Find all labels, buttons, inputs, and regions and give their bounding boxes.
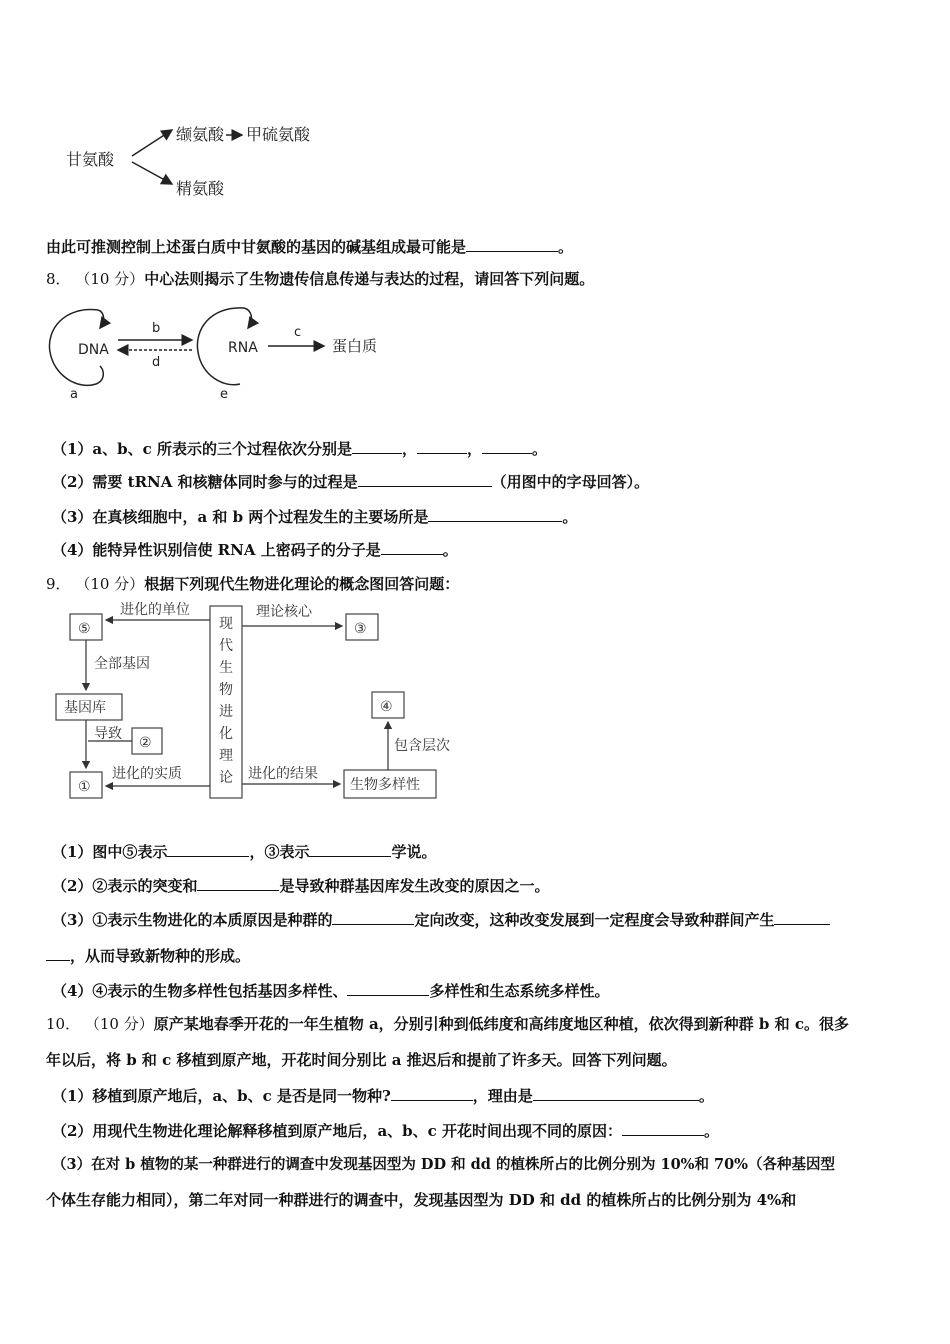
label-b: b — [152, 321, 161, 336]
svg-text:化: 化 — [219, 726, 233, 742]
answer-blank[interactable] — [197, 874, 279, 891]
svg-text:物: 物 — [219, 682, 233, 698]
answer-blank[interactable] — [533, 1084, 699, 1101]
box-4-label: ④ — [380, 699, 393, 715]
q10-stem-cont: 年以后，将 b 和 c 移植到原产地，开花时间分别比 a 推迟后和提前了许多天。回答下列问题。 — [46, 1051, 677, 1069]
q10-sub2: （2）用现代生物进化理论解释移植到原产地后，a、b、c 开花时间出现不同的原因： 。 — [52, 1119, 719, 1142]
q8-sub1: （1）a、b、c 所表示的三个过程依次分别是 ， ， 。 — [52, 437, 547, 460]
svg-text:现: 现 — [219, 616, 233, 632]
box-2-label: ② — [139, 735, 152, 751]
label-a: a — [70, 387, 78, 402]
answer-blank[interactable] — [167, 840, 249, 857]
all-genes-label: 全部基因 — [94, 656, 150, 672]
core-label: 理论核心 — [256, 604, 312, 620]
answer-blank[interactable] — [391, 1084, 473, 1101]
q10-sub3-cont: 个体生存能力相同），第二年对同一种群进行的调查中，发现基因型为 DD 和 dd 的植株所占的比例分别为 4%和 — [46, 1191, 797, 1209]
q9-sub3-cont: ，从而导致新物种的形成。 — [46, 944, 250, 967]
answer-blank[interactable] — [417, 437, 467, 454]
q8-sub4: （4）能特异性识别信使 RNA 上密码子的分子是 。 — [52, 538, 458, 561]
q8-sub2: （2）需要 tRNA 和核糖体同时参与的过程是 （用图中的字母回答）。 — [52, 470, 649, 493]
label-e: e — [220, 387, 228, 402]
q7-question-tail: 由此可推测控制上述蛋白质中甘氨酸的基因的碱基组成最可能是 。 — [46, 235, 573, 258]
box-1-label: ① — [78, 779, 91, 795]
q9-sub4: （4）④表示的生物多样性包括基因多样性、 多样性和生态系统多样性。 — [52, 979, 609, 1002]
answer-blank[interactable] — [46, 944, 70, 961]
box-5-label: ⑤ — [78, 621, 91, 637]
q9-sub2: （2）②表示的突变和 是导致种群基因库发生改变的原因之一。 — [52, 874, 549, 897]
answer-blank[interactable] — [358, 470, 492, 487]
q9-stem: 9． （10 分）根据下列现代生物进化理论的概念图回答问题： — [46, 575, 460, 593]
leads-label: 导致 — [94, 726, 122, 742]
dna-label: DNA — [78, 342, 109, 358]
q10-stem: 10． （10 分）原产某地春季开花的一年生植物 a，分别引种到低纬度和高纬度地区种植，依次得到新种群 b 和 c。很多 — [46, 1015, 849, 1033]
q10-sub3: （3）在对 b 植物的某一种群进行的调查中发现基因型为 DD 和 dd 的植株所占的比例分别为 10%和 70%（各种基因型 — [52, 1156, 835, 1173]
answer-blank[interactable] — [332, 908, 414, 925]
arrow-to-arginine — [132, 162, 172, 184]
svg-text:代: 代 — [219, 638, 233, 654]
svg-text:理: 理 — [219, 748, 233, 764]
result-label: 进化的结果 — [248, 766, 318, 782]
label-c: c — [294, 325, 302, 340]
answer-blank[interactable] — [381, 538, 443, 555]
answer-blank[interactable] — [347, 979, 429, 996]
arginine-label: 精氨酸 — [176, 179, 225, 198]
levels-label: 包含层次 — [394, 738, 450, 754]
answer-blank[interactable] — [482, 437, 532, 454]
svg-text:论: 论 — [219, 770, 233, 786]
answer-blank[interactable] — [622, 1119, 704, 1136]
svg-text:生: 生 — [219, 660, 233, 676]
valine-label: 缬氨酸 — [176, 125, 225, 144]
essence-label: 进化的实质 — [112, 766, 182, 782]
answer-blank[interactable] — [309, 840, 391, 857]
q9-sub3: （3）①表示生物进化的本质原因是种群的 定向改变，这种改变发展到一定程度会导致种群间产生 — [52, 908, 830, 931]
answer-blank[interactable] — [466, 235, 558, 252]
q8-sub3: （3）在真核细胞中，a 和 b 两个过程发生的主要场所是 。 — [52, 505, 577, 528]
answer-blank[interactable] — [774, 908, 830, 925]
q10-sub1: （1）移植到原产地后，a、b、c 是否是同一物种? ，理由是 。 — [52, 1084, 714, 1107]
arrow-to-valine — [132, 130, 172, 156]
amino-acid-diagram — [60, 118, 340, 208]
box-3-label: ③ — [354, 621, 367, 637]
glycine-label: 甘氨酸 — [66, 150, 115, 169]
answer-blank[interactable] — [428, 505, 562, 522]
label-d: d — [152, 355, 161, 370]
svg-text:进: 进 — [219, 704, 233, 720]
methionine-label: 甲硫氨酸 — [246, 125, 311, 144]
q9-sub1: （1）图中⑤表示 ，③表示 学说。 — [52, 840, 436, 863]
gene-pool-label: 基因库 — [64, 700, 106, 716]
unit-label: 进化的单位 — [120, 602, 190, 618]
biodiversity-label: 生物多样性 — [350, 777, 420, 793]
central-dogma-diagram — [44, 300, 404, 404]
q8-stem: 8． （10 分）中心法则揭示了生物遗传信息传递与表达的过程，请回答下列问题。 — [46, 270, 595, 288]
center-label — [219, 616, 233, 786]
protein-label: 蛋白质 — [332, 337, 378, 355]
evolution-concept-map — [50, 602, 470, 808]
answer-blank[interactable] — [352, 437, 402, 454]
rna-label: RNA — [228, 340, 258, 356]
